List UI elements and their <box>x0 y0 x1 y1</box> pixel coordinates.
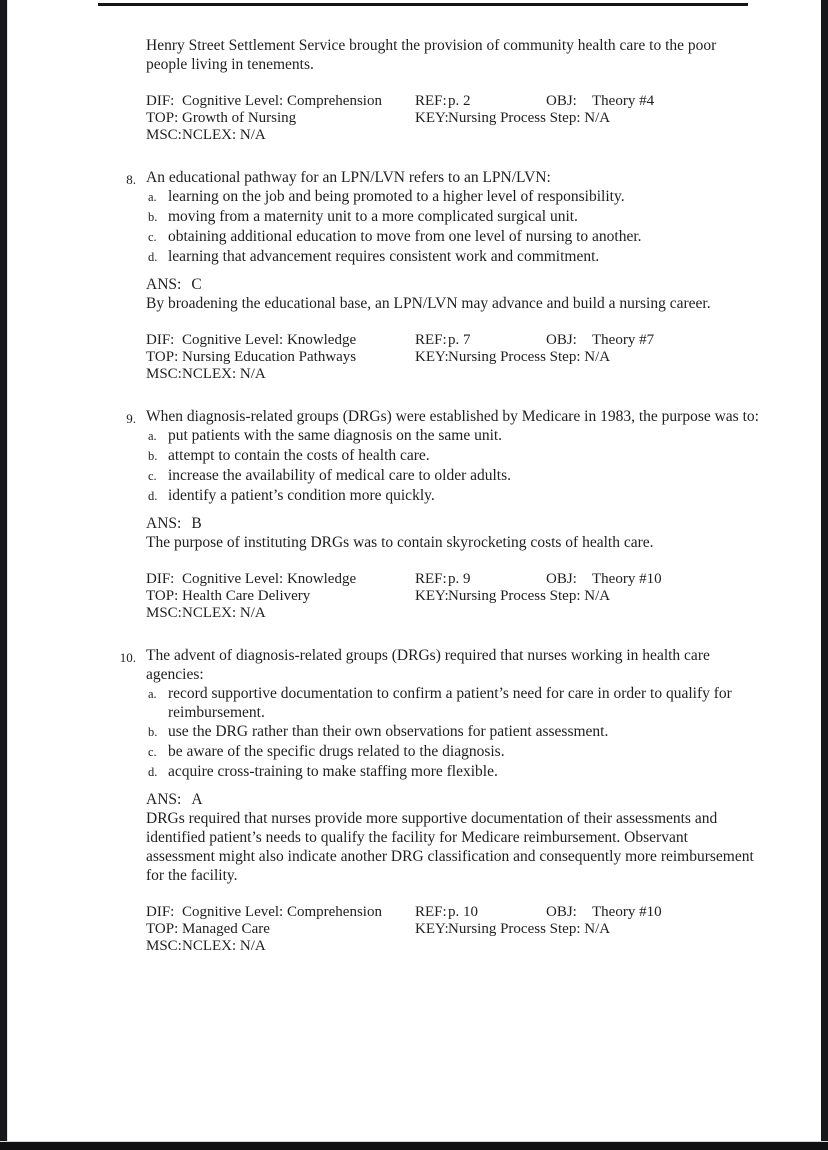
option-letter: c. <box>148 230 157 244</box>
question-number: 8. <box>126 172 136 187</box>
rationale: By broadening the educational base, an LPN/LVN may advance and build a nursing career. <box>146 295 711 312</box>
option-letter: b. <box>148 210 158 224</box>
dif-label: DIF: <box>146 571 175 587</box>
option-letter: d. <box>148 765 158 779</box>
question-number: 10. <box>119 650 136 665</box>
option-text: be aware of the specific drugs related to the diagnosis. <box>168 743 505 760</box>
option-letter: a. <box>148 687 157 701</box>
top-label: TOP: <box>146 349 179 365</box>
meta-row <box>146 938 759 955</box>
key-value: Nursing Process Step: N/A <box>448 921 611 937</box>
answer-block <box>146 790 759 885</box>
option-letter: a. <box>148 190 157 204</box>
option-letter: c. <box>148 745 157 759</box>
top-value: Health Care Delivery <box>182 588 311 604</box>
page-content <box>119 36 759 955</box>
meta-row <box>146 110 759 127</box>
dif-label: DIF: <box>146 904 175 920</box>
options-list <box>148 426 759 506</box>
option-a <box>148 426 759 446</box>
option-text: learning on the job and being promoted to a higher level of responsibility. <box>168 188 625 205</box>
dif-value: Cognitive Level: Knowledge <box>182 571 357 587</box>
msc-value: NCLEX: N/A <box>182 127 266 143</box>
meta-row <box>146 93 759 110</box>
meta-block-q9 <box>146 571 759 622</box>
ref-label: REF: <box>415 571 447 587</box>
key-label: KEY: <box>415 921 449 937</box>
intro-rationale: Henry Street Settlement Service brought the provision of community health care to the poor people living in tenements. <box>146 37 717 73</box>
option-d <box>148 762 759 782</box>
option-letter: b. <box>148 725 158 739</box>
top-value: Growth of Nursing <box>182 110 297 126</box>
msc-value: NCLEX: N/A <box>182 605 266 621</box>
ref-value: p. 10 <box>448 904 478 920</box>
option-d <box>148 486 759 506</box>
obj-label: OBJ: <box>546 571 577 587</box>
meta-row <box>146 921 759 938</box>
dif-label: DIF: <box>146 332 175 348</box>
ans-value: C <box>191 276 202 293</box>
ref-label: REF: <box>415 332 447 348</box>
obj-label: OBJ: <box>546 332 577 348</box>
key-value: Nursing Process Step: N/A <box>448 349 611 365</box>
answer-block <box>146 514 759 552</box>
dif-value: Cognitive Level: Comprehension <box>182 93 382 109</box>
dif-label: DIF: <box>146 93 175 109</box>
msc-value: NCLEX: N/A <box>182 366 266 382</box>
option-d <box>148 247 759 267</box>
meta-row <box>146 366 759 383</box>
option-b <box>148 207 759 227</box>
question-9 <box>126 407 759 622</box>
ref-value: p. 9 <box>448 571 471 587</box>
option-text: identify a patient’s condition more quickly. <box>168 487 435 504</box>
msc-label: MSC: <box>146 605 182 621</box>
option-text: acquire cross-training to make staffing more flexible. <box>168 763 498 780</box>
option-c <box>148 227 759 247</box>
question-number: 9. <box>126 411 136 426</box>
meta-row <box>146 127 759 144</box>
rationale: DRGs required that nurses provide more supportive documentation of their assessments and identified patient’s needs to qualify the facility for Medicare reimbursement. Observant assessment might also indicate another DRG classification and consequently more reimbursement for the facility. <box>146 810 754 884</box>
ref-value: p. 7 <box>448 332 471 348</box>
ans-value: A <box>191 791 203 808</box>
option-text: obtaining additional education to move from one level of nursing to another. <box>168 228 642 245</box>
ans-label: ANS: <box>146 791 182 808</box>
top-label: TOP: <box>146 921 179 937</box>
option-letter: a. <box>148 429 157 443</box>
meta-row <box>146 605 759 622</box>
answer-line <box>146 790 759 809</box>
ref-label: REF: <box>415 904 447 920</box>
meta-row <box>146 332 759 349</box>
meta-block-intro <box>146 93 759 144</box>
answer-line <box>146 275 759 294</box>
obj-value: Theory #7 <box>592 332 655 348</box>
option-text: increase the availability of medical care to older adults. <box>168 467 512 484</box>
top-value: Nursing Education Pathways <box>182 349 357 365</box>
msc-label: MSC: <box>146 366 182 382</box>
obj-value: Theory #10 <box>592 571 662 587</box>
rationale: The purpose of instituting DRGs was to contain skyrocketing costs of health care. <box>146 534 654 551</box>
option-letter: d. <box>148 489 158 503</box>
key-value: Nursing Process Step: N/A <box>448 110 611 126</box>
top-value: Managed Care <box>182 921 270 937</box>
meta-block-q8 <box>146 332 759 383</box>
question-stem: The advent of diagnosis-related groups (DRGs) required that nurses working in health care agencies: <box>146 647 710 683</box>
meta-row <box>146 904 759 921</box>
top-rule <box>98 3 748 6</box>
msc-label: MSC: <box>146 127 182 143</box>
meta-block-q10 <box>146 904 759 955</box>
scan-edge-left <box>0 0 8 1150</box>
question-stem: An educational pathway for an LPN/LVN refers to an LPN/LVN: <box>146 169 551 186</box>
options-list <box>148 187 759 267</box>
question-8 <box>126 168 759 383</box>
option-b <box>148 722 759 742</box>
top-label: TOP: <box>146 110 179 126</box>
key-label: KEY: <box>415 588 449 604</box>
scan-bar-bottom <box>0 1141 828 1150</box>
dif-value: Cognitive Level: Comprehension <box>182 904 382 920</box>
dif-value: Cognitive Level: Knowledge <box>182 332 357 348</box>
option-a <box>148 187 759 207</box>
option-text: moving from a maternity unit to a more complicated surgical unit. <box>168 208 578 225</box>
msc-label: MSC: <box>146 938 182 954</box>
option-text: record supportive documentation to confirm a patient’s need for care in order to qualify for reimbursement. <box>168 685 732 721</box>
msc-value: NCLEX: N/A <box>182 938 266 954</box>
ans-value: B <box>191 515 202 532</box>
obj-label: OBJ: <box>546 904 577 920</box>
option-text: learning that advancement requires consistent work and commitment. <box>168 248 600 265</box>
ref-label: REF: <box>415 93 447 109</box>
option-text: attempt to contain the costs of health care. <box>168 447 430 464</box>
key-label: KEY: <box>415 349 449 365</box>
option-c <box>148 466 759 486</box>
option-b <box>148 446 759 466</box>
answer-block <box>146 275 759 313</box>
meta-row <box>146 571 759 588</box>
options-list <box>148 684 759 782</box>
option-letter: d. <box>148 250 158 264</box>
top-label: TOP: <box>146 588 179 604</box>
obj-label: OBJ: <box>546 93 577 109</box>
ans-label: ANS: <box>146 515 182 532</box>
key-label: KEY: <box>415 110 449 126</box>
ref-value: p. 2 <box>448 93 471 109</box>
meta-row <box>146 588 759 605</box>
option-a <box>148 684 759 722</box>
option-letter: c. <box>148 469 157 483</box>
scan-edge-right <box>821 0 828 1150</box>
question-10 <box>119 646 759 955</box>
option-c <box>148 742 759 762</box>
question-stem: When diagnosis-related groups (DRGs) were established by Medicare in 1983, the purpose was to: <box>146 408 759 425</box>
option-text: use the DRG rather than their own observations for patient assessment. <box>168 723 609 740</box>
option-text: put patients with the same diagnosis on the same unit. <box>168 427 503 444</box>
meta-row <box>146 349 759 366</box>
answer-line <box>146 514 759 533</box>
obj-value: Theory #10 <box>592 904 662 920</box>
obj-value: Theory #4 <box>592 93 655 109</box>
key-value: Nursing Process Step: N/A <box>448 588 611 604</box>
option-letter: b. <box>148 449 158 463</box>
ans-label: ANS: <box>146 276 182 293</box>
